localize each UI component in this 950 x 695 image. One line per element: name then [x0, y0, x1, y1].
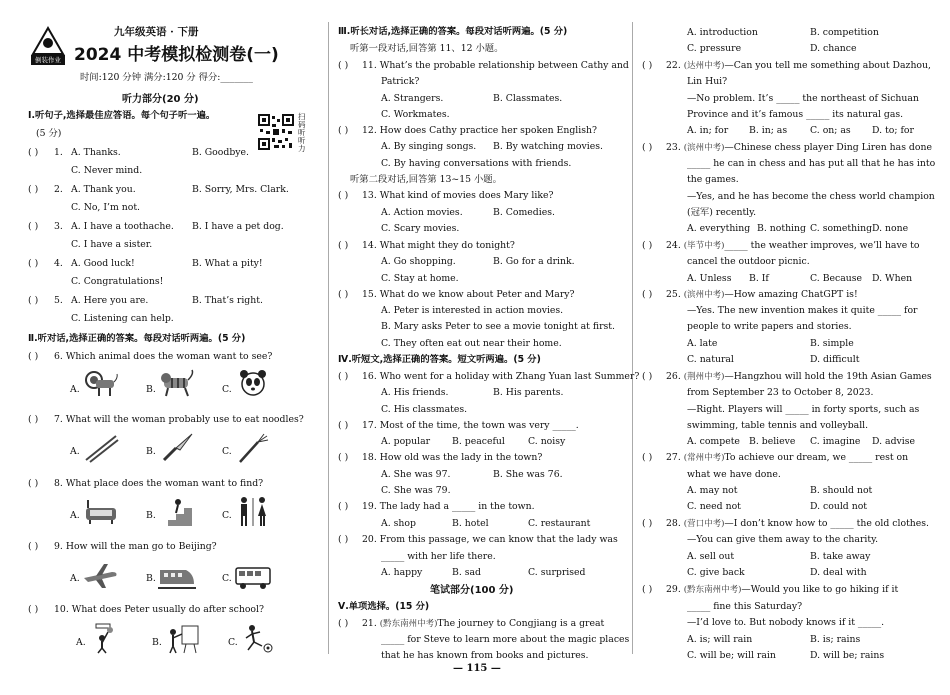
question-text-cont: the games. — [687, 174, 739, 185]
qr-label: 扫码听听力 — [298, 112, 306, 153]
option-a: A. happy — [381, 567, 423, 578]
knife-icon — [158, 432, 196, 464]
option-c: C. will be; will rain — [687, 650, 776, 661]
answer-paren[interactable]: ( ) — [28, 604, 39, 615]
question-text: 22. (达州中考)—Can you tell me something about Dazhou, — [666, 60, 931, 71]
question-text: 8. What place does the woman want to find? — [54, 478, 264, 489]
option-a: A. introduction — [687, 27, 758, 38]
option-c: C. Scary movies. — [381, 223, 460, 234]
answer-paren[interactable]: ( ) — [28, 295, 39, 306]
option-a: A. Thanks. — [71, 147, 121, 158]
airplane-icon — [82, 560, 120, 592]
question-text: 6. Which animal does the woman want to see? — [54, 351, 273, 362]
option-b: B. believe — [749, 436, 796, 447]
question-text-cont: cancel the outdoor picnic. — [687, 256, 810, 267]
option-c: C. pressure — [687, 43, 742, 54]
option-c: C. His classmates. — [381, 404, 468, 415]
letter-b: B. — [152, 637, 162, 648]
question-text-cont: —Yes. The new invention makes it quite _____ for — [687, 305, 918, 316]
question-text-cont: —Right. Players will _____ in forty sports, such as — [687, 404, 920, 415]
question-text-cont: (冠军) recently. — [687, 207, 757, 218]
option-c: C. I have a sister. — [71, 239, 153, 250]
question-text-cont: _____ for Steve to learn more about the magic places — [381, 634, 630, 645]
letter-a: A. — [70, 573, 80, 584]
option-d: D. When — [872, 273, 913, 284]
letter-a: A. — [70, 446, 80, 457]
section-1-heading: Ⅰ.听句子,选择最佳应答语。每个句子听一遍。 — [28, 110, 216, 121]
answer-paren[interactable]: ( ) — [28, 184, 39, 195]
answer-paren[interactable]: ( ) — [338, 125, 349, 136]
option-b: B. nothing — [757, 223, 806, 234]
option-c: C. Stay at home. — [381, 273, 459, 284]
option-a: A. late — [687, 338, 718, 349]
option-b: B. sad — [452, 567, 482, 578]
lion-icon — [82, 368, 120, 400]
question-text-cont: —No problem. It’s _____ the northeast of Sichuan — [687, 93, 919, 104]
option-c: C. something — [810, 223, 873, 234]
option-d: D. advise — [872, 436, 916, 447]
letter-b: B. — [146, 446, 156, 457]
option-a: A. Peter is interested in action movies. — [381, 305, 564, 316]
question-text: 17. Most of the time, the town was very _____. — [362, 420, 579, 431]
stairs-icon — [158, 496, 196, 528]
option-a: A. in; for — [687, 125, 729, 136]
question-text-cont: what we have done. — [687, 469, 781, 480]
question-text: 16. Who went for a holiday with Zhang Yuan last Summer? — [362, 371, 640, 382]
option-c: C. on; as — [810, 125, 851, 136]
option-c: C. imagine — [810, 436, 861, 447]
option-a: A. I have a toothache. — [71, 221, 174, 232]
letter-b: B. — [146, 573, 156, 584]
question-text-cont: from September 23 to October 8, 2023. — [687, 387, 874, 398]
answer-paren[interactable]: ( ) — [338, 60, 349, 71]
answer-paren[interactable]: ( ) — [338, 534, 349, 545]
question-text: 24. (毕节中考)_____ the weather improves, we’ll have to — [666, 240, 920, 251]
fork-icon — [234, 432, 272, 464]
question-number: 4. — [54, 258, 63, 269]
option-b: B. I have a pet dog. — [192, 221, 284, 232]
answer-paren[interactable]: ( ) — [642, 584, 653, 595]
question-text-cont: _____ fine this Saturday? — [687, 601, 803, 612]
question-text-cont: —Yes, and he has become the chess world champion — [687, 191, 935, 202]
restroom-icon — [234, 496, 272, 528]
basketball-icon — [88, 622, 126, 654]
option-b: B. His parents. — [493, 387, 564, 398]
exam-title: 2024 中考模拟检测卷(一) — [74, 45, 279, 65]
option-c: C. She was 79. — [381, 485, 451, 496]
answer-paren[interactable]: ( ) — [642, 60, 653, 71]
option-a: A. She was 97. — [381, 469, 451, 480]
option-c: C. need not — [687, 501, 741, 512]
option-b: B. Goodbye. — [192, 147, 249, 158]
option-b: B. take away — [810, 551, 871, 562]
option-b: B. hotel — [452, 518, 489, 529]
answer-paren[interactable]: ( ) — [338, 501, 349, 512]
train-icon — [158, 560, 196, 592]
column-divider — [328, 22, 329, 654]
section-5-heading: Ⅴ.单项选择。(15 分) — [338, 601, 430, 612]
question-number: 5. — [54, 295, 63, 306]
option-c: C. By having conversations with friends. — [381, 158, 572, 169]
answer-paren[interactable]: ( ) — [338, 371, 349, 382]
page-number: — 115 — — [453, 663, 501, 674]
painting-icon — [164, 622, 202, 654]
answer-paren[interactable]: ( ) — [642, 452, 653, 463]
option-c: C. surprised — [528, 567, 586, 578]
bathtub-icon — [82, 496, 120, 528]
question-text: 13. What kind of movies does Mary like? — [362, 190, 554, 201]
tiger-icon — [158, 368, 196, 400]
answer-paren[interactable]: ( ) — [28, 351, 39, 362]
letter-c: C. — [228, 637, 238, 648]
option-c: C. No, I’m not. — [71, 202, 141, 213]
question-text: 23. (滨州中考)—Chinese chess player Ding Liren has done — [666, 142, 932, 153]
writing-title: 笔试部分(100 分) — [430, 585, 514, 596]
logo-text: 倒装作业 — [35, 56, 61, 64]
question-text: 12. How does Cathy practice her spoken English? — [362, 125, 597, 136]
option-b: B. competition — [810, 27, 879, 38]
option-a: A. Here you are. — [71, 295, 149, 306]
option-a: A. may not — [687, 485, 738, 496]
question-text: 21. (黔东南州中考)The journey to Congjiang is a great — [362, 618, 605, 629]
option-b: B. should not — [810, 485, 873, 496]
option-b: B. That’s right. — [192, 295, 263, 306]
letter-a: A. — [70, 384, 80, 395]
question-text-cont: —You can give them away to the charity. — [687, 534, 879, 545]
option-b: B. Go for a drink. — [493, 256, 575, 267]
letter-c: C. — [222, 573, 232, 584]
section-1-points: (5 分) — [36, 128, 62, 139]
option-d: D. deal with — [810, 567, 867, 578]
option-b: B. peaceful — [452, 436, 505, 447]
question-text-cont: Lin Hui? — [687, 76, 728, 87]
section-3-intro-2: 听第二段对话,回答第 13~15 小题。 — [350, 174, 502, 185]
answer-paren[interactable]: ( ) — [338, 240, 349, 251]
option-c: C. natural — [687, 354, 734, 365]
option-d: D. will be; rains — [810, 650, 885, 661]
question-number: 3. — [54, 221, 63, 232]
question-text-cont: _____ he can in chess and has put all that he has into — [687, 158, 936, 169]
answer-paren[interactable]: ( ) — [28, 221, 39, 232]
option-b: B. simple — [810, 338, 854, 349]
question-text: 18. How old was the lady in the town? — [362, 452, 543, 463]
answer-paren[interactable]: ( ) — [28, 541, 39, 552]
question-text-cont: _____ with her life there. — [381, 551, 496, 562]
column-divider — [632, 22, 633, 654]
question-number: 2. — [54, 184, 63, 195]
option-a: A. His friends. — [381, 387, 449, 398]
option-c: C. They often eat out near their home. — [381, 338, 562, 349]
answer-paren[interactable]: ( ) — [642, 240, 653, 251]
answer-paren[interactable]: ( ) — [28, 414, 39, 425]
panda-icon — [234, 366, 272, 398]
option-b: B. in; as — [749, 125, 788, 136]
qr-code[interactable] — [258, 114, 294, 150]
answer-paren[interactable]: ( ) — [642, 142, 653, 153]
option-b: B. is; rains — [810, 634, 861, 645]
option-a: A. Unless — [687, 273, 732, 284]
option-a: A. Action movies. — [381, 207, 463, 218]
question-text: 9. How will the man go to Beijing? — [54, 541, 217, 552]
section-3-heading: Ⅲ.听长对话,选择正确的答案。每段对话听两遍。(5 分) — [338, 26, 568, 37]
option-a: A. everything — [687, 223, 751, 234]
section-2-heading: Ⅱ.听对话,选择正确的答案。每段对话听两遍。(5 分) — [28, 333, 246, 344]
question-text-cont: people to write papers and stories. — [687, 321, 852, 332]
option-a: A. Good luck! — [71, 258, 135, 269]
letter-c: C. — [222, 384, 232, 395]
option-c: C. Congratulations! — [71, 276, 164, 287]
option-c: C. Listening can help. — [71, 313, 174, 324]
question-text: 25. (滨州中考)—How amazing ChatGPT is! — [666, 289, 858, 300]
question-text: 27. (常州中考)To achieve our dream, we _____ rest on — [666, 452, 909, 463]
question-text: 10. What does Peter usually do after school? — [54, 604, 264, 615]
letter-c: C. — [222, 446, 232, 457]
chopsticks-icon — [82, 432, 120, 464]
option-c: C. give back — [687, 567, 745, 578]
answer-paren[interactable]: ( ) — [642, 289, 653, 300]
option-b: B. Classmates. — [493, 93, 563, 104]
answer-paren[interactable]: ( ) — [642, 518, 653, 529]
question-text: 28. (营口中考)—I don’t know how to _____ the old clothes. — [666, 518, 930, 529]
option-b: B. If — [749, 273, 769, 284]
question-text: 20. From this passage, we can know that the lady was — [362, 534, 618, 545]
series-title: 九年级英语 · 下册 — [114, 26, 199, 38]
option-b: B. Sorry, Mrs. Clark. — [192, 184, 289, 195]
option-c: C. Workmates. — [381, 109, 450, 120]
question-number: 1. — [54, 147, 63, 158]
question-text-cont: swimming, table tennis and volleyball. — [687, 420, 869, 431]
option-a: A. Strangers. — [381, 93, 444, 104]
football-icon — [240, 622, 278, 654]
question-text: 11. What’s the probable relationship between Cathy and — [362, 60, 629, 71]
option-c: C. restaurant — [528, 518, 591, 529]
option-a: A. compete — [687, 436, 740, 447]
option-d: D. could not — [810, 501, 868, 512]
option-d: D. none — [872, 223, 909, 234]
listening-title: 听力部分(20 分) — [122, 94, 199, 105]
option-a: A. popular — [381, 436, 431, 447]
question-text: 29. (黔东南州中考)—Would you like to go hiking if it — [666, 584, 899, 595]
option-d: D. to; for — [872, 125, 914, 136]
option-d: D. difficult — [810, 354, 860, 365]
option-d: D. chance — [810, 43, 857, 54]
option-b: B. She was 76. — [493, 469, 563, 480]
option-c: C. Because — [810, 273, 863, 284]
option-b: B. What a pity! — [192, 258, 263, 269]
option-b: B. Comedies. — [493, 207, 555, 218]
question-text-cont: Province and it’s famous _____ its natural gas. — [687, 109, 904, 120]
question-text: 19. The lady had a _____ in the town. — [362, 501, 535, 512]
section-4-heading: Ⅳ.听短文,选择正确的答案。短文听两遍。(5 分) — [338, 354, 541, 365]
option-a: A. By singing songs. — [381, 141, 477, 152]
letter-a: A. — [70, 510, 80, 521]
publisher-logo — [31, 26, 65, 66]
answer-paren[interactable]: ( ) — [338, 420, 349, 431]
answer-paren[interactable]: ( ) — [338, 289, 349, 300]
question-text-cont: —I’d love to. But nobody knows if it _____. — [687, 617, 885, 628]
option-c: C. noisy — [528, 436, 566, 447]
option-a: A. is; will rain — [687, 634, 753, 645]
answer-paren[interactable]: ( ) — [338, 190, 349, 201]
question-text: 26. (荆州中考)—Hangzhou will hold the 19th Asian Games — [666, 371, 932, 382]
question-text: 14. What might they do tonight? — [362, 240, 515, 251]
question-text-cont: that he has known from books and pictures. — [381, 650, 589, 661]
question-text: 7. What will the woman probably use to eat noodles? — [54, 414, 304, 425]
section-3-intro-1: 听第一段对话,回答第 11、12 小题。 — [350, 43, 504, 54]
question-text: 15. What do we know about Peter and Mary? — [362, 289, 575, 300]
letter-a: A. — [76, 637, 86, 648]
answer-paren[interactable]: ( ) — [28, 478, 39, 489]
letter-c: C. — [222, 510, 232, 521]
letter-b: B. — [146, 384, 156, 395]
option-a: A. Thank you. — [71, 184, 136, 195]
option-a: A. Go shopping. — [381, 256, 456, 267]
option-b: B. By watching movies. — [493, 141, 603, 152]
letter-b: B. — [146, 510, 156, 521]
bus-icon — [234, 560, 272, 592]
exam-meta: 时间:120 分钟 满分:120 分 得分:_______ — [80, 72, 253, 83]
answer-paren[interactable]: ( ) — [338, 452, 349, 463]
option-a: A. sell out — [687, 551, 735, 562]
answer-paren[interactable]: ( ) — [642, 371, 653, 382]
option-c: C. Never mind. — [71, 165, 143, 176]
answer-paren[interactable]: ( ) — [28, 258, 39, 269]
answer-paren[interactable]: ( ) — [338, 618, 349, 629]
question-text-cont: Patrick? — [381, 76, 420, 87]
option-a: A. shop — [381, 518, 416, 529]
option-b: B. Mary asks Peter to see a movie tonight at first. — [381, 321, 615, 332]
answer-paren[interactable]: ( ) — [28, 147, 39, 158]
